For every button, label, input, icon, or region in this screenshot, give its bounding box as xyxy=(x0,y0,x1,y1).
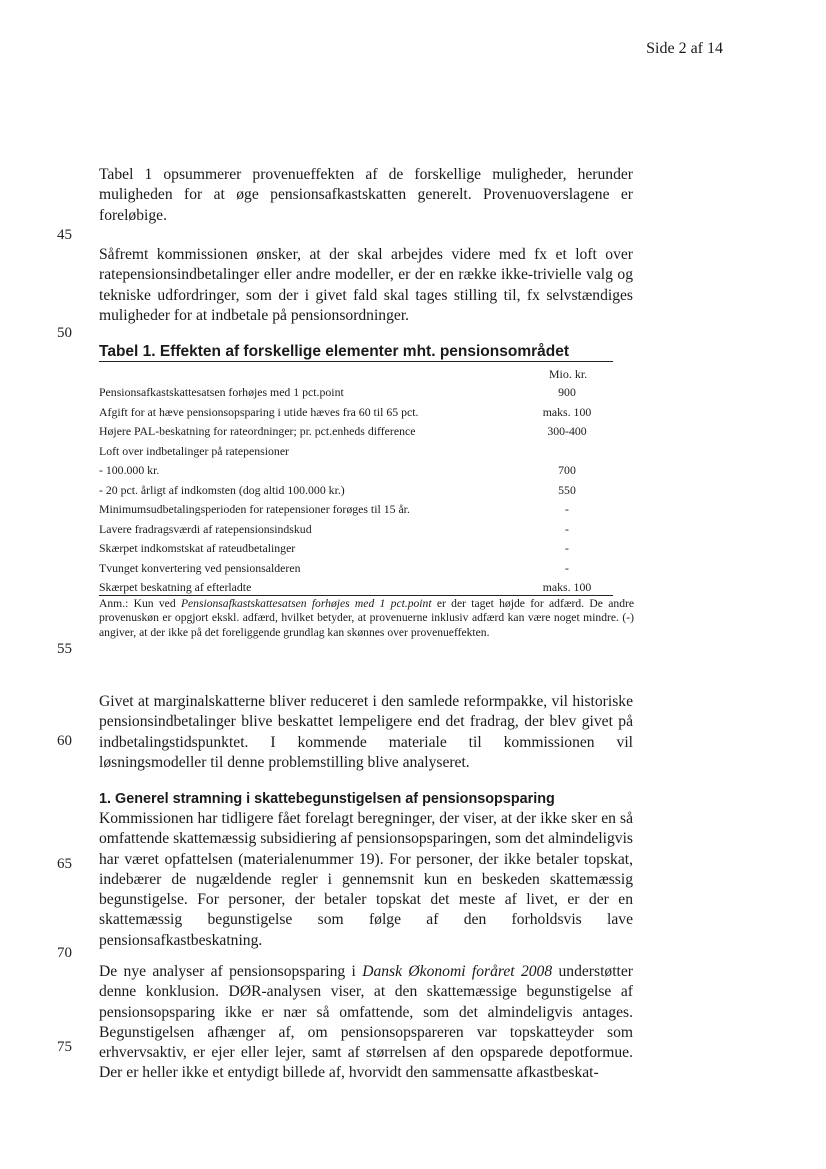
note-suffix: er der taget højde for adfærd. De andre provenuskøn er opgjort ekskl. adfærd, hvilket betyder, at provenuerne inklusiv adfærd kan være noget mindre. (-) angiver, at der ikke på det foreliggende grundlag kan skønnes over provenueffekten. xyxy=(99,597,634,639)
row-label: Tvunget konvertering ved pensionsalderen xyxy=(99,560,301,575)
row-label: Afgift for at hæve pensionsopsparing i utide hæves fra 60 til 65 pct. xyxy=(99,404,419,419)
line-number-65: 65 xyxy=(57,856,72,872)
row-label: Pensionsafkastskattesatsen forhøjes med 1 pct.point xyxy=(99,385,344,400)
line-number-60: 60 xyxy=(57,733,72,749)
line-number-45: 45 xyxy=(57,227,72,243)
row-value: 550 xyxy=(558,482,576,497)
page-number: Side 2 af 14 xyxy=(646,40,723,57)
row-label: Skærpet indkomstskat af rateudbetalinger xyxy=(99,541,296,556)
row-value: 700 xyxy=(558,463,576,478)
table-row xyxy=(99,442,613,462)
row-value: 300-400 xyxy=(547,424,587,439)
note-italic: Pensionsafkastskattesatsen forhøjes med 1 pct.point xyxy=(180,597,432,610)
table-bottom-rule xyxy=(99,595,613,596)
line-number-55: 55 xyxy=(57,641,72,657)
row-label: Lavere fradragsværdi af ratepensionsindskud xyxy=(99,521,312,536)
row-label: - 100.000 kr. xyxy=(99,463,160,478)
row-label: Skærpet beskatning af efterladte xyxy=(99,580,252,595)
paragraph-intro: Tabel 1 opsummerer provenueffekten af de forskellige muligheder, herunder muligheden for at øge pensionsafkastskatten generelt. Provenuoverslagene er foreløbige. xyxy=(99,166,633,224)
row-label: Minimumsudbetalingsperioden for ratepensioner forøges til 15 år. xyxy=(99,502,410,517)
row-label: Højere PAL-beskatning for rateordninger; pr. pct.enheds difference xyxy=(99,424,416,439)
paragraph-kommission: Såfremt kommissionen ønsker, at der skal arbejdes videre med fx et loft over ratepensionsindbetalinger eller andre modeller, er der en række ikke-trivielle valg og tekniske udfordringer, som der i givet fald skal tages stilling til, fx selvstændiges muligheder for at indbetale på pensionsordninger. xyxy=(99,246,633,324)
note-prefix: Anm.: Kun ved xyxy=(99,597,181,610)
table-row xyxy=(99,403,613,423)
table-row xyxy=(99,481,613,501)
p5-italic: Dansk Økonomi foråret 2008 xyxy=(362,963,553,980)
row-value: 900 xyxy=(558,385,576,400)
row-value: - xyxy=(565,521,569,536)
table-row xyxy=(99,500,613,520)
paragraph-nye-analyser xyxy=(99,962,633,1084)
table-title: Tabel 1. Effekten af forskellige elementer mht. pensionsområdet xyxy=(99,342,613,362)
table-row xyxy=(99,383,613,403)
table-row xyxy=(99,520,613,540)
table-note xyxy=(99,597,634,640)
table-row xyxy=(99,539,613,559)
table-row xyxy=(99,461,613,481)
effect-table xyxy=(99,383,613,598)
row-value: maks. 100 xyxy=(542,580,592,595)
table-row xyxy=(99,559,613,579)
table-row xyxy=(99,422,613,442)
p5-before: De nye analyser af pensionsopsparing i xyxy=(99,963,363,980)
line-number-50: 50 xyxy=(57,325,72,341)
row-value: - xyxy=(565,502,569,517)
paragraph-marginalskat: Givet at marginalskatterne bliver reduceret i den samlede reformpakke, vil historiske pensionsindbetalinger blive beskattet lempeligere end det fradrag, der blev givet på indbetalingstidspunktet. I kommende materiale til kommissionen vil løsningsmodeller til denne problemstilling blive analyseret. xyxy=(99,693,633,771)
table-unit: Mio. kr. xyxy=(548,367,588,381)
row-label: Loft over indbetalinger på ratepensioner xyxy=(99,443,289,458)
row-value: maks. 100 xyxy=(542,404,592,419)
row-label: - 20 pct. årligt af indkomsten (dog altid 100.000 kr.) xyxy=(99,482,345,497)
row-value: - xyxy=(565,541,569,556)
line-number-75: 75 xyxy=(57,1039,72,1055)
row-value: - xyxy=(565,560,569,575)
line-number-70: 70 xyxy=(57,945,72,961)
p5-after: understøtter denne konklusion. DØR-analysen viser, at den skattemæssige begunstigelse af pensionsopsparing ikke er nær så omfattende, som det almindeligvis antages. Begunstigelsen afhænger af, om pensionsopspareren var topskatteyder som erhvervsaktiv, er ejer eller lejer, samt af størrelsen af den opsparede depotformue. Der er heller ikke et entydigt billede af, hvorvidt den sammensatte afkastbeskat- xyxy=(99,963,633,1082)
section-heading: 1. Generel stramning i skattebegunstigelsen af pensionsopsparing xyxy=(99,791,555,807)
paragraph-tidligere-beregninger: Kommissionen har tidligere fået forelagt beregninger, der viser, at der ikke sker en så omfattende skattemæssig subsidiering af pensionsopsparingen, som det almindeligvis har været opfattelsen (materialenummer 19). For personer, der ikke betaler topskat, indebærer de nugældende regler i gennemsnit kun en beskeden skattemæssig begunstigelse. For personer, der betaler topskat det meste af livet, er der en skattemæssig begunstigelse som følge af den forholdsvis lave pensionsafkastbeskatning. xyxy=(99,810,633,949)
